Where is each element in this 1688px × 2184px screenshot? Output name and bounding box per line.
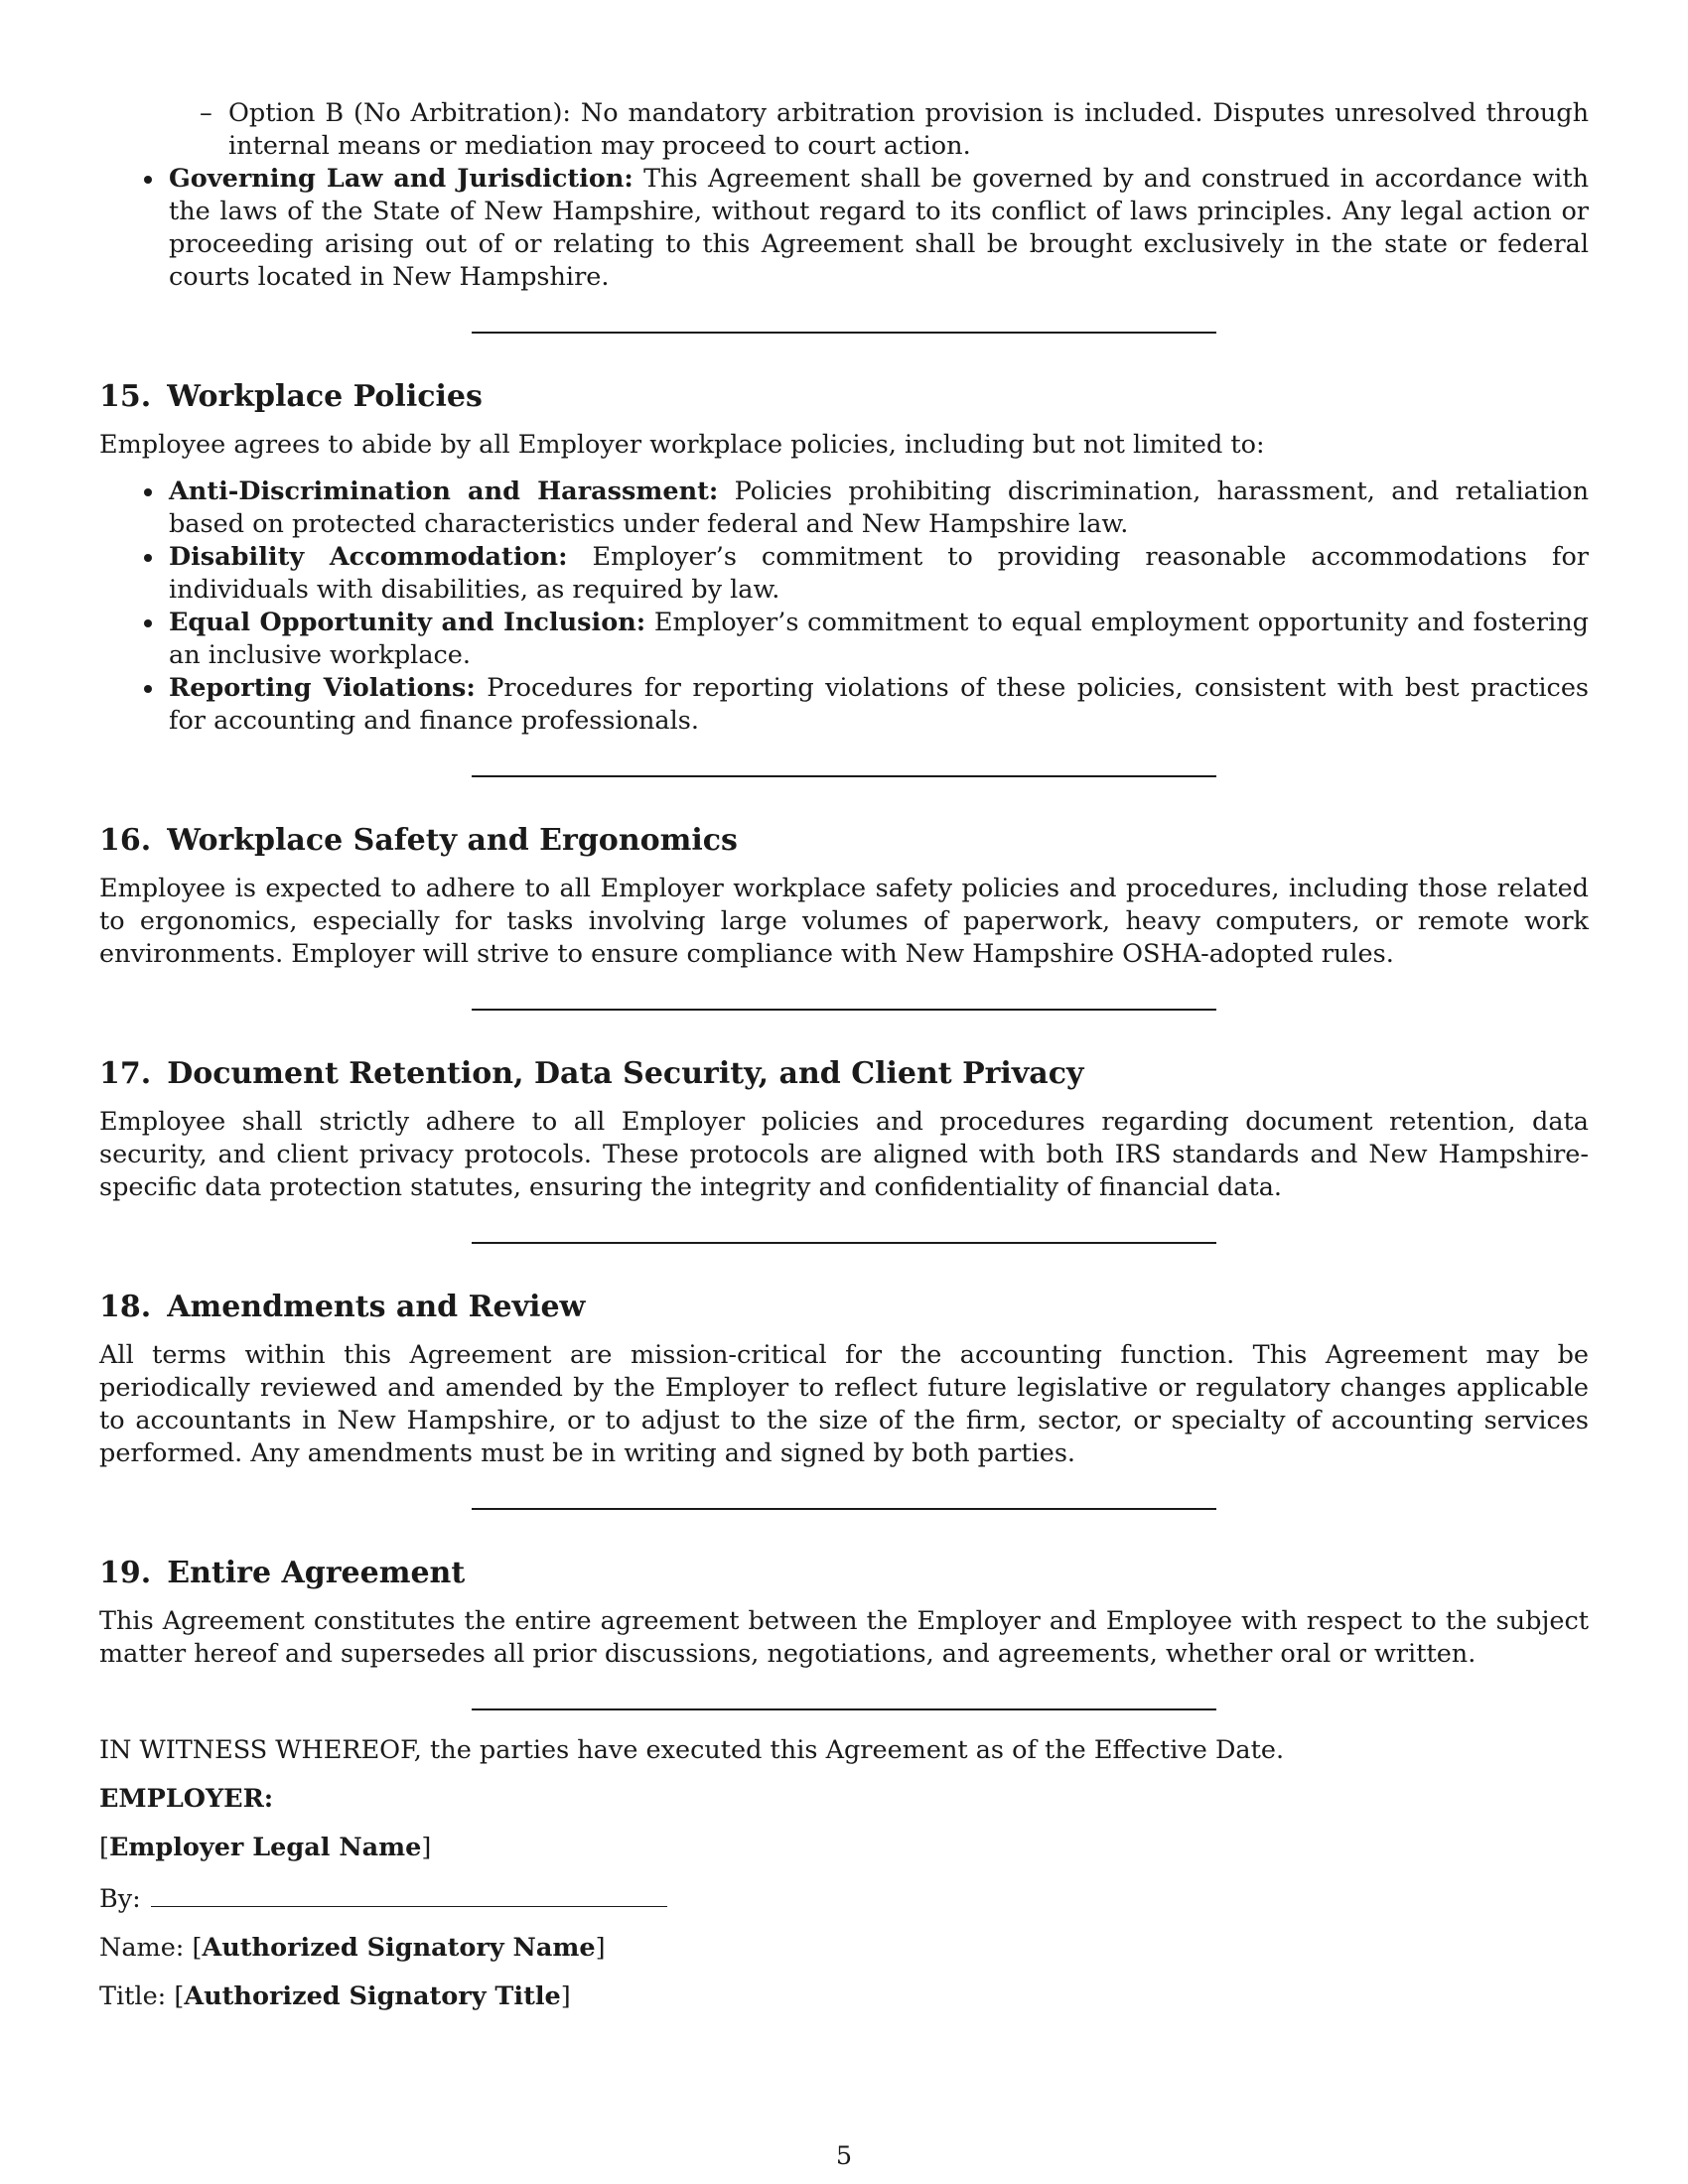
section-19-body: This Agreement constitutes the entire agreement between the Employer and Employee with respect to the subject matter hereof and supersedes all prior discussions, negotiations, and agreements, whether oral or written.	[99, 1606, 1589, 1669]
governing-law-text: This Agreement shall be governed by and construed in accordance with the laws of the State of New Hampshire, without regard to its conflict of laws principles. Any legal action or proceeding arising out of or relating to this Agreement shall be brought exclusively in the state or federal courts located in New Hampshire.	[169, 164, 1590, 292]
section-title: Workplace Policies	[167, 379, 483, 414]
option-b-item: – Option B (No Arbitration): No mandatory arbitration provision is included. Disputes unresolved through internal means or mediation may proceed to court action.	[228, 97, 1589, 163]
arbitration-options-list	[99, 97, 1589, 163]
section-17-heading	[99, 1056, 1589, 1092]
signature-block	[99, 1734, 1589, 2013]
signatory-title: Authorized Signatory Title	[184, 1981, 561, 2011]
policy-label: Disability Accommodation:	[169, 542, 568, 572]
signatory-name: Authorized Signatory Name	[202, 1933, 596, 1963]
section-divider	[472, 775, 1216, 777]
section-number: 18.	[99, 1290, 152, 1324]
section-18-heading	[99, 1290, 1589, 1325]
policy-item	[169, 541, 1589, 607]
page-number: 5	[835, 2141, 853, 2171]
employer-label: EMPLOYER:	[99, 1784, 274, 1814]
section-divider	[472, 332, 1216, 334]
name-label: Name:	[99, 1933, 185, 1963]
general-provisions-list	[99, 163, 1589, 294]
bullet-icon	[144, 554, 152, 562]
bullet-icon	[144, 619, 152, 627]
bullet-icon	[144, 488, 152, 496]
section-title: Workplace Safety and Ergonomics	[167, 823, 738, 858]
section-divider	[472, 1508, 1216, 1510]
section-15-intro: Employee agrees to abide by all Employer workplace policies, including but not limited to:	[99, 430, 1265, 460]
section-15-heading	[99, 379, 1589, 415]
section-number: 16.	[99, 823, 152, 858]
section-17-body: Employee shall strictly adhere to all Employer policies and procedures regarding document retention, data security, and client privacy protocols. These protocols are aligned with both IRS standards and New Hampshire-specific data protection statutes, ensuring the integrity and confidentiality of financial data.	[99, 1107, 1589, 1202]
section-title: Entire Agreement	[167, 1556, 466, 1590]
signatory-title-line: Title: [Authorized Signatory Title]	[99, 1981, 571, 2011]
witness-statement: IN WITNESS WHEREOF, the parties have executed this Agreement as of the Effective Date.	[99, 1735, 1285, 1765]
section-18-body: All terms within this Agreement are mission-critical for the accounting function. This Agreement may be periodically reviewed and amended by the Employer to reflect future legislative or regulatory changes applicable to accountants in New Hampshire, or to adjust to the size of the firm, sector, or specialty of accounting services performed. Any amendments must be in writing and signed by both parties.	[99, 1340, 1589, 1468]
policy-text: Policies prohibiting discrimination, harassment, and retaliation based on protected characteristics under federal and New Hampshire law.	[169, 477, 1590, 539]
governing-law-item	[169, 163, 1589, 294]
by-line	[99, 1880, 1589, 1916]
policy-text: Employer’s commitment to equal employment opportunity and fostering an inclusive workplace.	[169, 608, 1589, 670]
section-16-body: Employee is expected to adhere to all Employer workplace safety policies and procedures, including those related to ergonomics, especially for tasks involving large volumes of paperwork, heavy computers, or remote work environments. Employer will strive to ensure compliance with New Hampshire OSHA-adopted rules.	[99, 874, 1589, 969]
signature-field[interactable]	[151, 1880, 667, 1907]
policy-text: Employer’s commitment to providing reasonable accommodations for individuals with disabilities, as required by law.	[169, 542, 1589, 605]
signatory-name-line: Name: [Authorized Signatory Name]	[99, 1933, 606, 1963]
employer-name-line: [Employer Legal Name]	[99, 1833, 432, 1862]
policy-text: Procedures for reporting violations of these policies, consistent with best practices for accounting and finance professionals.	[169, 673, 1589, 736]
section-title: Amendments and Review	[167, 1290, 586, 1324]
policy-label: Reporting Violations:	[169, 673, 476, 703]
policy-item	[169, 607, 1589, 672]
policy-item	[169, 476, 1589, 541]
employer-name: Employer Legal Name	[108, 1833, 422, 1862]
bullet-icon	[144, 176, 152, 184]
section-title: Document Retention, Data Security, and Client Privacy	[167, 1056, 1084, 1091]
policy-item	[169, 672, 1589, 738]
governing-law-label: Governing Law and Jurisdiction:	[169, 164, 633, 194]
policy-label: Anti-Discrimination and Harassment:	[169, 477, 719, 506]
section-16-heading	[99, 823, 1589, 859]
section-19-heading	[99, 1556, 1589, 1591]
section-number: 17.	[99, 1056, 152, 1091]
by-label: By:	[99, 1884, 141, 1914]
document-page	[99, 97, 1589, 2013]
title-label: Title:	[99, 1981, 167, 2011]
section-number: 15.	[99, 379, 152, 414]
workplace-policies-list	[99, 476, 1589, 738]
bullet-icon	[144, 685, 152, 693]
section-divider	[472, 1009, 1216, 1011]
section-divider	[472, 1242, 1216, 1244]
section-divider	[472, 1708, 1216, 1710]
policy-label: Equal Opportunity and Inclusion:	[169, 608, 646, 637]
section-number: 19.	[99, 1556, 152, 1590]
